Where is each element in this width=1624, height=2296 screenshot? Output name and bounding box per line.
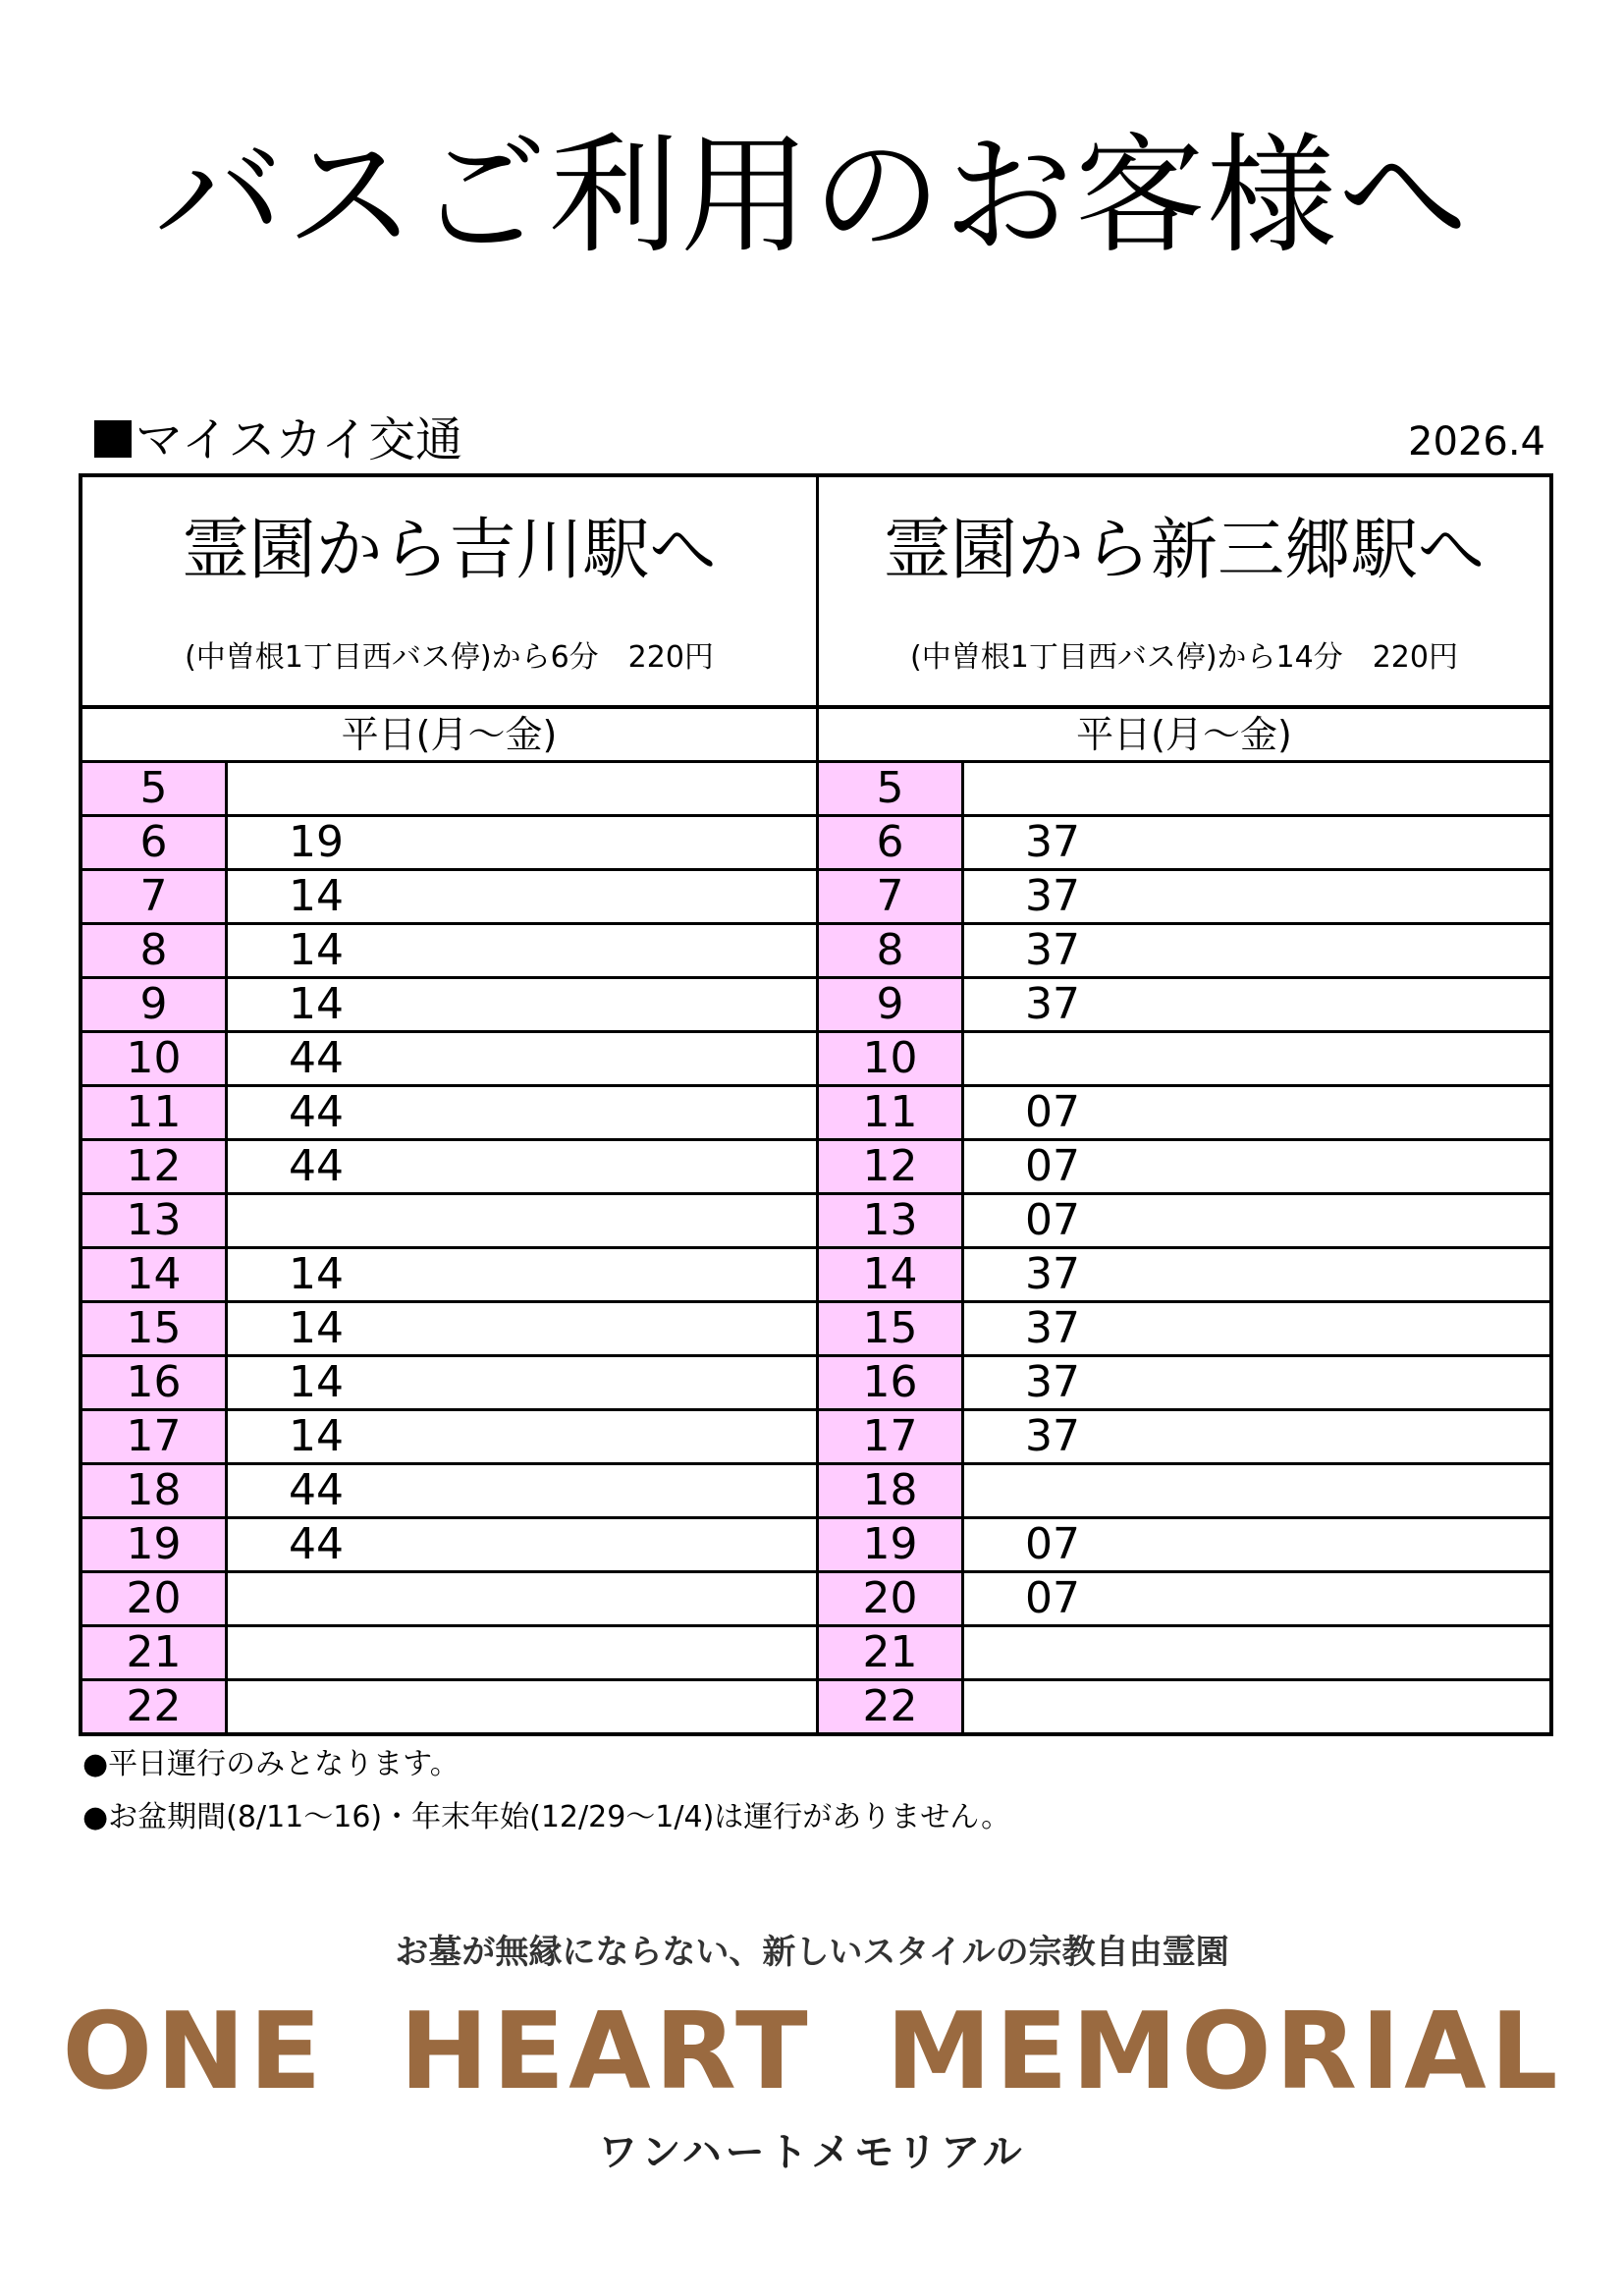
- hour-cell: 15: [819, 1303, 964, 1354]
- route-detail: (中曽根1丁目西バス停)から6分 220円: [185, 640, 714, 675]
- minutes-cell: 37: [1025, 1357, 1080, 1407]
- table-row: [819, 1357, 1549, 1411]
- minutes-cell: [228, 763, 816, 814]
- hour-cell: 16: [819, 1357, 964, 1408]
- brand-logo: ONE HEART MEMORIAL: [62, 1991, 1562, 2113]
- notes: [82, 1740, 1010, 1846]
- page-title: バスご利用のお客様へ: [154, 121, 1470, 272]
- minutes-cell: 14: [289, 1249, 344, 1299]
- hour-cell: 13: [819, 1195, 964, 1246]
- hour-cell: 11: [82, 1087, 228, 1138]
- minutes-cell: 14: [289, 1357, 344, 1407]
- minutes-cell: 37: [1025, 1249, 1080, 1299]
- hour-cell: 10: [819, 1033, 964, 1084]
- minutes-cell: [228, 1627, 816, 1678]
- hour-cell: 21: [82, 1627, 228, 1678]
- table-row: [82, 1087, 816, 1141]
- table-row: [819, 763, 1549, 817]
- hour-cell: 5: [82, 763, 228, 814]
- table-row: [819, 1087, 1549, 1141]
- hour-cell: 7: [819, 871, 964, 922]
- minutes-cell: 14: [289, 925, 344, 975]
- minutes-cell: 44: [289, 1141, 344, 1191]
- minutes-cell: 37: [1025, 817, 1080, 867]
- note-holiday-suspension: ●お盆期間(8/11～16)・年末年始(12/29～1/4)は運行がありません。: [82, 1800, 1011, 1834]
- hour-cell: 17: [819, 1411, 964, 1462]
- company-name: [94, 410, 462, 469]
- table-row: [819, 1465, 1549, 1519]
- footer-tagline: お墓が無縁にならない、新しいスタイルの宗教自由霊園: [395, 1933, 1229, 1972]
- hour-cell: 21: [819, 1627, 964, 1678]
- table-row: [819, 925, 1549, 979]
- route-yoshikawa: [82, 477, 816, 1732]
- minutes-cell: 44: [289, 1465, 344, 1515]
- table-row: [82, 871, 816, 925]
- minutes-cell: 14: [289, 1303, 344, 1353]
- minutes-cell: [964, 1465, 1549, 1516]
- hour-cell: 22: [82, 1681, 228, 1732]
- hour-cell: 14: [819, 1249, 964, 1300]
- minutes-cell: 37: [1025, 979, 1080, 1029]
- table-row: [82, 1357, 816, 1411]
- table-row: [82, 763, 816, 817]
- route-header: [819, 477, 1549, 709]
- table-row: [819, 1681, 1549, 1732]
- hour-cell: 22: [819, 1681, 964, 1732]
- hour-cell: 9: [82, 979, 228, 1030]
- table-row: [82, 925, 816, 979]
- table-row: [819, 1519, 1549, 1573]
- timetable-rows: [82, 763, 816, 1732]
- minutes-cell: 07: [1025, 1087, 1080, 1137]
- route-destination: 霊園から吉川駅へ: [182, 512, 717, 589]
- minutes-cell: 37: [1025, 925, 1080, 975]
- minutes-cell: [228, 1195, 816, 1246]
- hour-cell: 11: [819, 1087, 964, 1138]
- note-weekdays-only: ●平日運行のみとなります。: [82, 1747, 460, 1781]
- table-row: [82, 1573, 816, 1627]
- table-row: [819, 871, 1549, 925]
- hour-cell: 12: [819, 1141, 964, 1192]
- table-row: [819, 1141, 1549, 1195]
- hour-cell: 18: [819, 1465, 964, 1516]
- table-row: [82, 1303, 816, 1357]
- table-row: [82, 1249, 816, 1303]
- hour-cell: 6: [819, 817, 964, 868]
- minutes-cell: [228, 1681, 816, 1732]
- timetable-rows: [819, 763, 1549, 1732]
- hour-cell: 13: [82, 1195, 228, 1246]
- hour-cell: 20: [819, 1573, 964, 1624]
- table-row: [82, 1411, 816, 1465]
- minutes-cell: 44: [289, 1033, 344, 1083]
- minutes-cell: 14: [289, 871, 344, 921]
- minutes-cell: [228, 1573, 816, 1624]
- hour-cell: 20: [82, 1573, 228, 1624]
- minutes-cell: [964, 1033, 1549, 1084]
- hour-cell: 8: [82, 925, 228, 976]
- table-row: [819, 1033, 1549, 1087]
- route-detail: (中曽根1丁目西バス停)から14分 220円: [910, 640, 1458, 675]
- table-row: [82, 1465, 816, 1519]
- minutes-cell: 07: [1025, 1519, 1080, 1569]
- hour-cell: 7: [82, 871, 228, 922]
- minutes-cell: 44: [289, 1519, 344, 1569]
- minutes-cell: 14: [289, 979, 344, 1029]
- table-row: [82, 1681, 816, 1732]
- table-row: [819, 979, 1549, 1033]
- minutes-cell: 37: [1025, 1411, 1080, 1461]
- table-row: [82, 979, 816, 1033]
- day-label: 平日(月～金): [82, 709, 816, 763]
- minutes-cell: 14: [289, 1411, 344, 1461]
- route-destination: 霊園から新三郷駅へ: [883, 512, 1485, 589]
- table-row: [819, 1249, 1549, 1303]
- table-row: [82, 1195, 816, 1249]
- minutes-cell: [964, 1681, 1549, 1732]
- revision-date: 2026.4: [1408, 419, 1545, 465]
- hour-cell: 17: [82, 1411, 228, 1462]
- timetable: [79, 473, 1553, 1736]
- minutes-cell: 44: [289, 1087, 344, 1137]
- hour-cell: 8: [819, 925, 964, 976]
- route-header: [82, 477, 816, 709]
- brand-kana: ワンハートメモリアル: [598, 2130, 1026, 2175]
- hour-cell: 15: [82, 1303, 228, 1354]
- minutes-cell: 37: [1025, 871, 1080, 921]
- table-row: [819, 817, 1549, 871]
- hour-cell: 19: [82, 1519, 228, 1570]
- hour-cell: 5: [819, 763, 964, 814]
- route-shinmisato: [816, 477, 1549, 1732]
- table-row: [819, 1195, 1549, 1249]
- hour-cell: 18: [82, 1465, 228, 1516]
- minutes-cell: 07: [1025, 1141, 1080, 1191]
- table-row: [819, 1411, 1549, 1465]
- hour-cell: 19: [819, 1519, 964, 1570]
- table-row: [819, 1573, 1549, 1627]
- minutes-cell: 07: [1025, 1573, 1080, 1623]
- day-label: 平日(月～金): [819, 709, 1549, 763]
- minutes-cell: [964, 763, 1549, 814]
- hour-cell: 6: [82, 817, 228, 868]
- hour-cell: 14: [82, 1249, 228, 1300]
- table-row: [819, 1303, 1549, 1357]
- table-row: [82, 1033, 816, 1087]
- table-row: [819, 1627, 1549, 1681]
- hour-cell: 9: [819, 979, 964, 1030]
- hour-cell: 12: [82, 1141, 228, 1192]
- company-label: マイスカイ交通: [135, 412, 463, 467]
- table-row: [82, 1627, 816, 1681]
- minutes-cell: 37: [1025, 1303, 1080, 1353]
- minutes-cell: [964, 1627, 1549, 1678]
- hour-cell: 16: [82, 1357, 228, 1408]
- minutes-cell: 19: [289, 817, 344, 867]
- table-row: [82, 817, 816, 871]
- minutes-cell: 07: [1025, 1195, 1080, 1245]
- table-row: [82, 1519, 816, 1573]
- table-row: [82, 1141, 816, 1195]
- square-bullet-icon: [94, 420, 132, 458]
- hour-cell: 10: [82, 1033, 228, 1084]
